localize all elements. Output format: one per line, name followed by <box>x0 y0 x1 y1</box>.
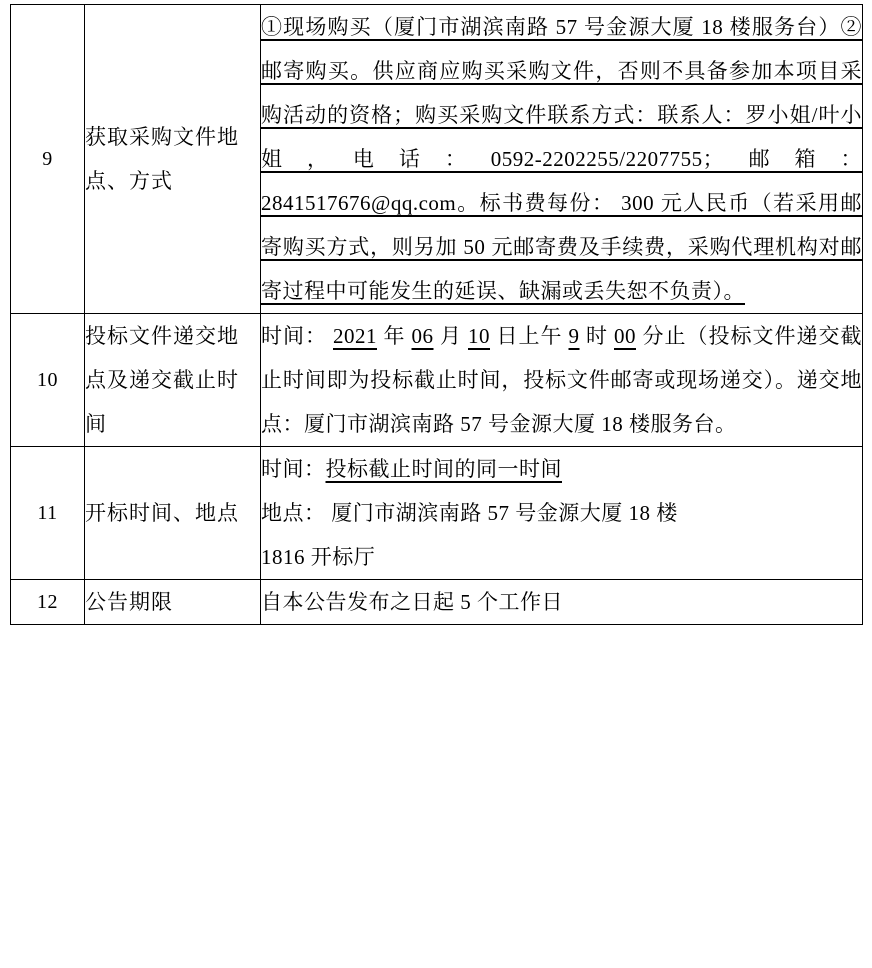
row-content-cell <box>261 447 863 580</box>
row-label-cell: 获取采购文件地点、方式 <box>85 5 261 314</box>
bid-open-place-line1: 地点： 厦门市湖滨南路 57 号金源大厦 18 楼 <box>261 501 678 525</box>
month-unit: 月 <box>439 324 462 348</box>
row-number-cell: 12 <box>11 580 85 625</box>
minute-value: 00 <box>614 324 636 348</box>
hour-unit: 时 <box>585 324 608 348</box>
time-prefix: 时间： <box>261 457 326 481</box>
row-content-cell <box>261 5 863 314</box>
day-unit: 日上午 <box>496 324 563 348</box>
bid-open-time-line <box>261 447 862 491</box>
row-content-cell <box>261 314 863 447</box>
deadline-rest-text: 止（投标文件递交截止时间即为投标截止时间，投标文件邮寄或现场递交）。递交地点：厦门市湖滨南路 57 号金源大厦 18 楼服务台。 <box>261 324 862 436</box>
hour-value: 9 <box>568 324 580 348</box>
day-value: 10 <box>468 324 490 348</box>
row-content-text: ①现场购买（厦门市湖滨南路 57 号金源大厦 18 楼服务台）②邮寄购买。供应商应购买采购文件，否则不具备参加本项目采购活动的资格；购买采购文件联系方式：联系人：罗小姐/叶小姐，电话：0592-2202255/2207755；邮箱：2841517676@qq.com。标书费每份： 300 元人民币（若采用邮寄购买方式，则另加 50 元邮寄费及手续费，采购代理机构对邮寄过程中可能发生的延误、缺漏或丢失恕不负责）。 <box>261 15 862 303</box>
year-unit: 年 <box>383 324 406 348</box>
table-row <box>11 5 863 314</box>
bid-open-place-line2: 1816 开标厅 <box>261 545 376 569</box>
row-label-cell: 开标时间、地点 <box>85 447 261 580</box>
procurement-notice-table <box>10 4 863 625</box>
year-value: 2021 <box>333 324 377 348</box>
time-prefix: 时间： <box>261 324 327 348</box>
bid-open-time-value: 投标截止时间的同一时间 <box>325 457 562 481</box>
table-row <box>11 314 863 447</box>
month-value: 06 <box>411 324 434 348</box>
minute-unit: 分 <box>642 324 665 348</box>
row-label-cell: 公告期限 <box>85 580 261 625</box>
row-number-cell: 10 <box>11 314 85 447</box>
row-label-cell: 投标文件递交地点及递交截止时间 <box>85 314 261 447</box>
row-content-cell: 自本公告发布之日起 5 个工作日 <box>261 580 863 625</box>
row-number-cell: 11 <box>11 447 85 580</box>
table-row <box>11 580 863 625</box>
row-number-cell: 9 <box>11 5 85 314</box>
table-row <box>11 447 863 580</box>
